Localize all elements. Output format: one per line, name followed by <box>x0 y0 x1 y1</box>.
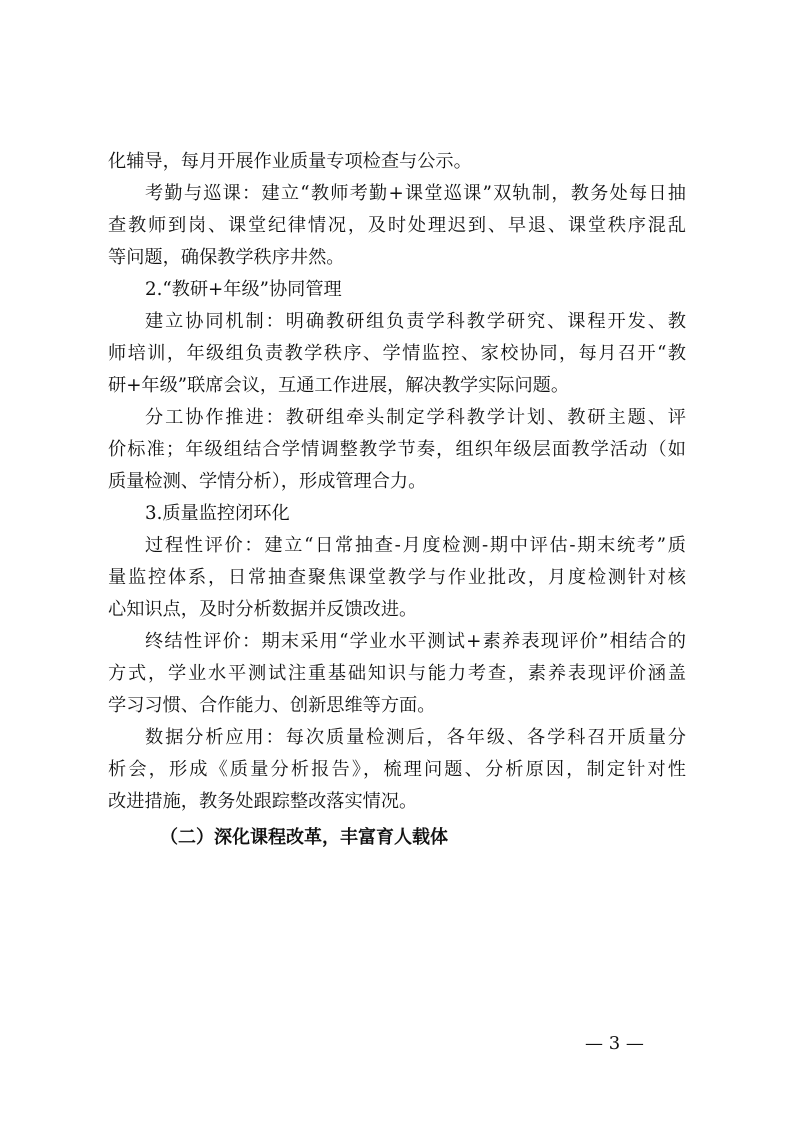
body-line-3: 查教师到岗、课堂纪律情况，及时处理迟到、早退、课堂秩序混乱 <box>108 215 686 236</box>
body-line-15: 心知识点，及时分析数据并反馈改进。 <box>108 599 418 620</box>
document-body <box>108 146 686 854</box>
subheading-2: 2.“教研+年级”协同管理 <box>145 279 342 300</box>
section-heading: （二）深化课程改革，丰富育人载体 <box>160 827 448 848</box>
body-line-11: 质量检测、学情分析），形成管理合力。 <box>108 471 427 492</box>
body-line-4: 等问题，确保教学秩序井然。 <box>108 247 345 268</box>
subheading-3: 3.质量监控闭环化 <box>145 503 290 524</box>
body-line-6: 建立协同机制：明确教研组负责学科教学研究、课程开发、教 <box>145 311 686 332</box>
body-line-19: 数据分析应用：每次质量检测后，各年级、各学科召开质量分 <box>145 727 686 748</box>
body-line-21: 改进措施，教务处跟踪整改落实情况。 <box>108 791 418 812</box>
body-line-16: 终结性评价：期末采用“学业水平测试+素养表现评价”相结合的 <box>145 631 686 652</box>
body-line-17: 方式，学业水平测试注重基础知识与能力考查，素养表现评价涵盖 <box>108 663 686 684</box>
body-line-8: 研+年级”联席会议，互通工作进展，解决教学实际问题。 <box>108 375 570 396</box>
body-line-20: 析会，形成《质量分析报告》，梳理问题、分析原因，制定针对性 <box>108 759 686 780</box>
body-line-18: 学习习惯、合作能力、创新思维等方面。 <box>108 695 436 716</box>
page-number: — 3 — <box>585 1033 644 1054</box>
body-line-7: 师培训，年级组负责教学秩序、学情监控、家校协同，每月召开“教 <box>108 343 686 364</box>
body-line-14: 量监控体系，日常抽查聚焦课堂教学与作业批改，月度检测针对核 <box>108 567 686 588</box>
body-line-13: 过程性评价：建立“日常抽查-月度检测-期中评估-期末统考”质 <box>145 535 686 556</box>
body-line-9: 分工协作推进：教研组牵头制定学科教学计划、教研主题、评 <box>145 407 686 428</box>
body-line-2: 考勤与巡课：建立“教师考勤+课堂巡课”双轨制，教务处每日抽 <box>145 183 686 204</box>
body-line-10: 价标准；年级组结合学情调整教学节奏，组织年级层面教学活动（如 <box>108 439 686 460</box>
body-line-1: 化辅导，每月开展作业质量专项检查与公示。 <box>108 151 472 172</box>
